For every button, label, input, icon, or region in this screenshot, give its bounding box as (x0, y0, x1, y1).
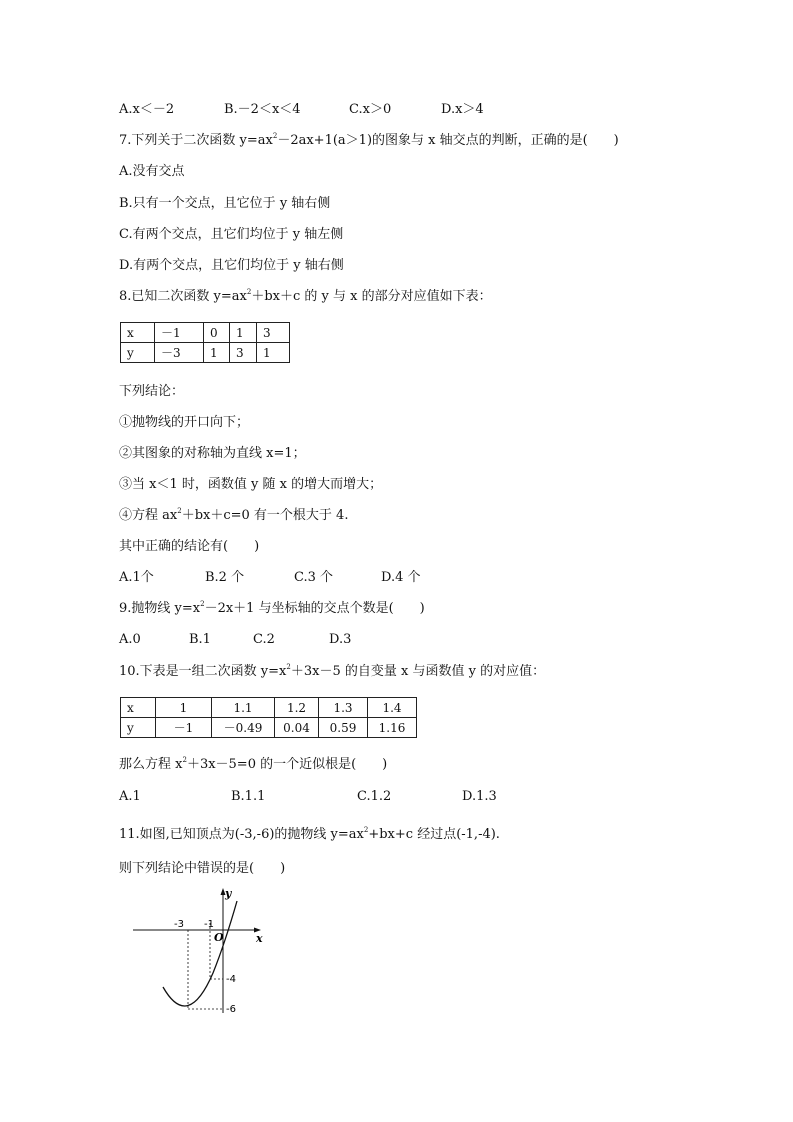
q8-conclusion-1: ①抛物线的开口向下； (119, 415, 250, 430)
q11-stem-text-2: +bx+c 经过点(-1,-4). (368, 827, 500, 842)
table-cell: 1.4 (368, 698, 417, 718)
q8-conclusion-3: ③当 x＜1 时，函数值 y 随 x 的增大而增大； (119, 477, 383, 492)
q8-intro: 下列结论： (119, 384, 185, 399)
q7-option-a: A.没有交点 (119, 164, 185, 179)
q7-stem-text: 7.下列关于二次函数 y=ax (119, 133, 273, 148)
q10-ask-text-2: ＋3x－5=0 的一个近似根是( ) (186, 757, 388, 772)
q8-option-c: C.3 个 (294, 570, 334, 585)
q10-stem-text-2: ＋3x－5 的自变量 x 与函数值 y 的对应值： (290, 664, 546, 679)
q10-ask-exponent: 2 (182, 756, 187, 764)
q8-option-d: D.4 个 (381, 570, 421, 585)
table-cell: 3 (257, 323, 290, 343)
table-row (121, 718, 417, 738)
q7-option-d: D.有两个交点，且它们均位于 y 轴右侧 (119, 258, 344, 273)
table-cell: －0.49 (212, 718, 275, 738)
table-cell: 1 (230, 323, 257, 343)
q9-stem (119, 600, 425, 618)
table-cell: 1 (257, 343, 290, 363)
table-cell: －1 (156, 718, 212, 738)
q8-option-a: A.1个 (119, 570, 154, 585)
q9-stem-text: 9.抛物线 y=x (119, 601, 201, 616)
q10-option-d: D.1.3 (462, 789, 497, 804)
q7-option-c: C.有两个交点，且它们均位于 y 轴左侧 (119, 227, 344, 242)
q9-option-c: C.2 (253, 632, 275, 647)
label-origin: O (214, 931, 224, 944)
q6-option-c: C.x＞0 (349, 102, 392, 117)
table-cell: y (121, 718, 156, 738)
table-cell: x (121, 698, 156, 718)
q8-stem-text: 8.已知二次函数 y=ax (119, 289, 247, 304)
q7-stem-text-2: －2ax+1(a＞1)的图象与 x 轴交点的判断，正确的是( ) (277, 133, 619, 148)
q10-exponent: 2 (286, 663, 291, 671)
label-minus-6: -6 (226, 1004, 236, 1015)
label-minus-4: -4 (226, 974, 236, 985)
table-cell: 1.2 (275, 698, 319, 718)
q10-ask-text: 那么方程 x (119, 757, 183, 772)
table-cell: 0 (204, 323, 230, 343)
q11-stem-text: 11.如图,已知顶点为(-3,-6)的抛物线 y=ax (119, 827, 364, 842)
q8-conclusion-4 (119, 507, 348, 525)
q11-stem (119, 826, 500, 844)
q8-option-b: B.2 个 (205, 570, 245, 585)
q6-option-d: D.x＞4 (441, 102, 484, 117)
q8-conclusion-2: ②其图象的对称轴为直线 x=1； (119, 446, 306, 461)
q9-stem-text-2: －2x＋1 与坐标轴的交点个数是( ) (204, 601, 425, 616)
q8-stem (119, 288, 492, 306)
table-cell: y (121, 343, 155, 363)
q8-value-table (120, 322, 290, 363)
q7-option-b: B.只有一个交点，且它位于 y 轴右侧 (119, 196, 331, 211)
table-cell: 3 (230, 343, 257, 363)
table-row (121, 698, 417, 718)
q8-ask: 其中正确的结论有( ) (119, 539, 260, 554)
q11-exponent: 2 (363, 826, 369, 834)
q10-stem (119, 663, 545, 681)
q8-conclusion-4-exponent: 2 (177, 507, 182, 515)
parabola-figure (125, 883, 270, 1023)
q6-option-a: A.x＜－2 (119, 102, 175, 117)
q10-option-b: B.1.1 (231, 789, 266, 804)
q9-option-b: B.1 (189, 632, 211, 647)
q8-conclusion-4-text-2: ＋bx＋c=0 有一个根大于 4. (181, 508, 349, 523)
table-cell: x (121, 323, 155, 343)
q9-exponent: 2 (200, 600, 205, 608)
table-cell: －1 (155, 323, 204, 343)
table-cell: 1 (204, 343, 230, 363)
q9-option-d: D.3 (329, 632, 352, 647)
q7-stem (119, 132, 619, 150)
label-y: y (225, 887, 232, 900)
q8-stem-text-2: ＋bx＋c 的 y 与 x 的部分对应值如下表： (251, 289, 492, 304)
q10-value-table (120, 697, 417, 738)
q7-exponent: 2 (272, 132, 278, 140)
q10-option-c: C.1.2 (357, 789, 392, 804)
table-cell: 0.04 (275, 718, 319, 738)
table-row (121, 323, 290, 343)
q6-option-b: B.－2＜x＜4 (224, 102, 301, 117)
q8-exponent: 2 (246, 288, 252, 296)
table-cell: 1 (156, 698, 212, 718)
table-cell: 1.16 (368, 718, 417, 738)
label-minus-3: -3 (174, 919, 184, 930)
label-x: x (256, 932, 263, 945)
q10-stem-text: 10.下表是一组二次函数 y=x (119, 664, 287, 679)
table-cell: －3 (155, 343, 204, 363)
table-row (121, 343, 290, 363)
parabola-curve (163, 901, 237, 1006)
table-cell: 0.59 (319, 718, 368, 738)
q9-option-a: A.0 (119, 632, 141, 647)
table-cell: 1.3 (319, 698, 368, 718)
table-cell: 1.1 (212, 698, 275, 718)
q11-ask: 则下列结论中错误的是( ) (119, 861, 286, 876)
label-minus-1: -1 (204, 919, 214, 930)
q8-conclusion-4-text: ④方程 ax (119, 508, 178, 523)
q10-option-a: A.1 (119, 789, 141, 804)
q10-ask (119, 756, 387, 774)
